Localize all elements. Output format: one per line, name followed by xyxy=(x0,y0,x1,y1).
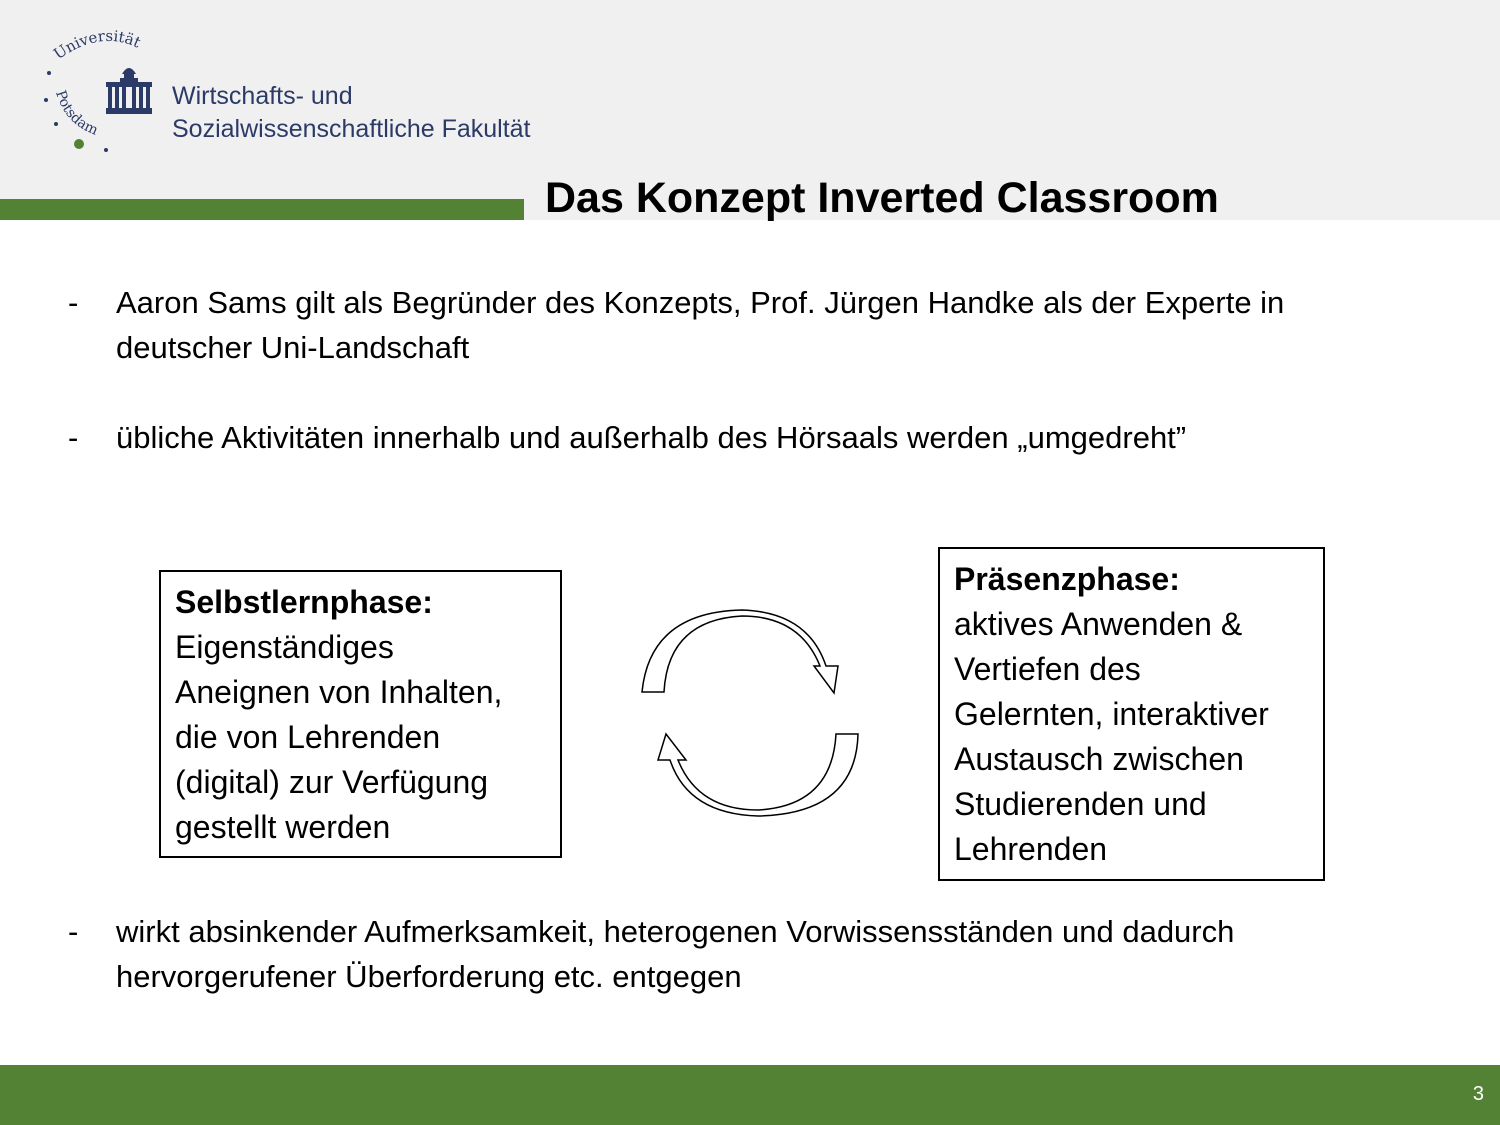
circular-arrows-icon xyxy=(630,600,870,830)
box-line: Austausch zwischen xyxy=(954,741,1244,777)
box-line: aktives Anwenden & xyxy=(954,606,1243,642)
bullet-dash: - xyxy=(68,285,79,320)
box-line: (digital) zur Verfügung xyxy=(175,764,489,800)
slide-title: Das Konzept Inverted Classroom xyxy=(545,174,1219,222)
box-line: Vertiefen des xyxy=(954,651,1141,687)
building-icon xyxy=(106,68,152,114)
svg-text:Universität xyxy=(50,30,143,63)
bullet-item xyxy=(68,280,1398,370)
faculty-line-1: Wirtschafts- und xyxy=(172,82,353,110)
bullet-text: übliche Aktivitäten innerhalb und außerhalb des Hörsaals werden „umgedreht” xyxy=(116,420,1187,455)
bullet-item xyxy=(68,415,1398,460)
box-line: Studierenden und xyxy=(954,786,1207,822)
footer-bar xyxy=(0,1065,1500,1125)
bullet-item xyxy=(68,909,1398,999)
box-line: Eigenständiges xyxy=(175,629,394,665)
logo-text-side: Potsdam xyxy=(52,88,101,139)
bullet-text: wirkt absinkender Aufmerksamkeit, heterogenen Vorwissensständen und dadurch hervorgerufener Überforderung etc. entgegen xyxy=(116,914,1235,994)
bullet-text: Aaron Sams gilt als Begründer des Konzepts, Prof. Jürgen Handke als der Experte in deutscher Uni-Landschaft xyxy=(116,285,1285,365)
logo-text-top: Universität xyxy=(50,30,144,64)
box-line: gestellt werden xyxy=(175,809,391,845)
bullet-dash: - xyxy=(68,420,79,455)
bullet-dash: - xyxy=(68,914,79,949)
box-heading: Selbstlernphase: xyxy=(175,584,433,620)
box-line: Lehrenden xyxy=(954,831,1108,867)
box-line: die von Lehrenden xyxy=(175,719,441,755)
presence-phase-box xyxy=(938,547,1325,881)
university-logo xyxy=(36,30,166,160)
header-accent-bar xyxy=(0,199,524,220)
box-heading: Präsenzphase: xyxy=(954,561,1180,597)
self-study-phase-box xyxy=(159,570,562,858)
faculty-line-2: Sozialwissenschaftliche Fakultät xyxy=(172,115,531,143)
svg-text:Potsdam xyxy=(52,88,100,138)
box-line: Aneignen von Inhalten, xyxy=(175,674,503,710)
box-line: Gelernten, interaktiver xyxy=(954,696,1269,732)
faculty-name xyxy=(172,80,531,146)
page-number: 3 xyxy=(1472,1083,1484,1105)
